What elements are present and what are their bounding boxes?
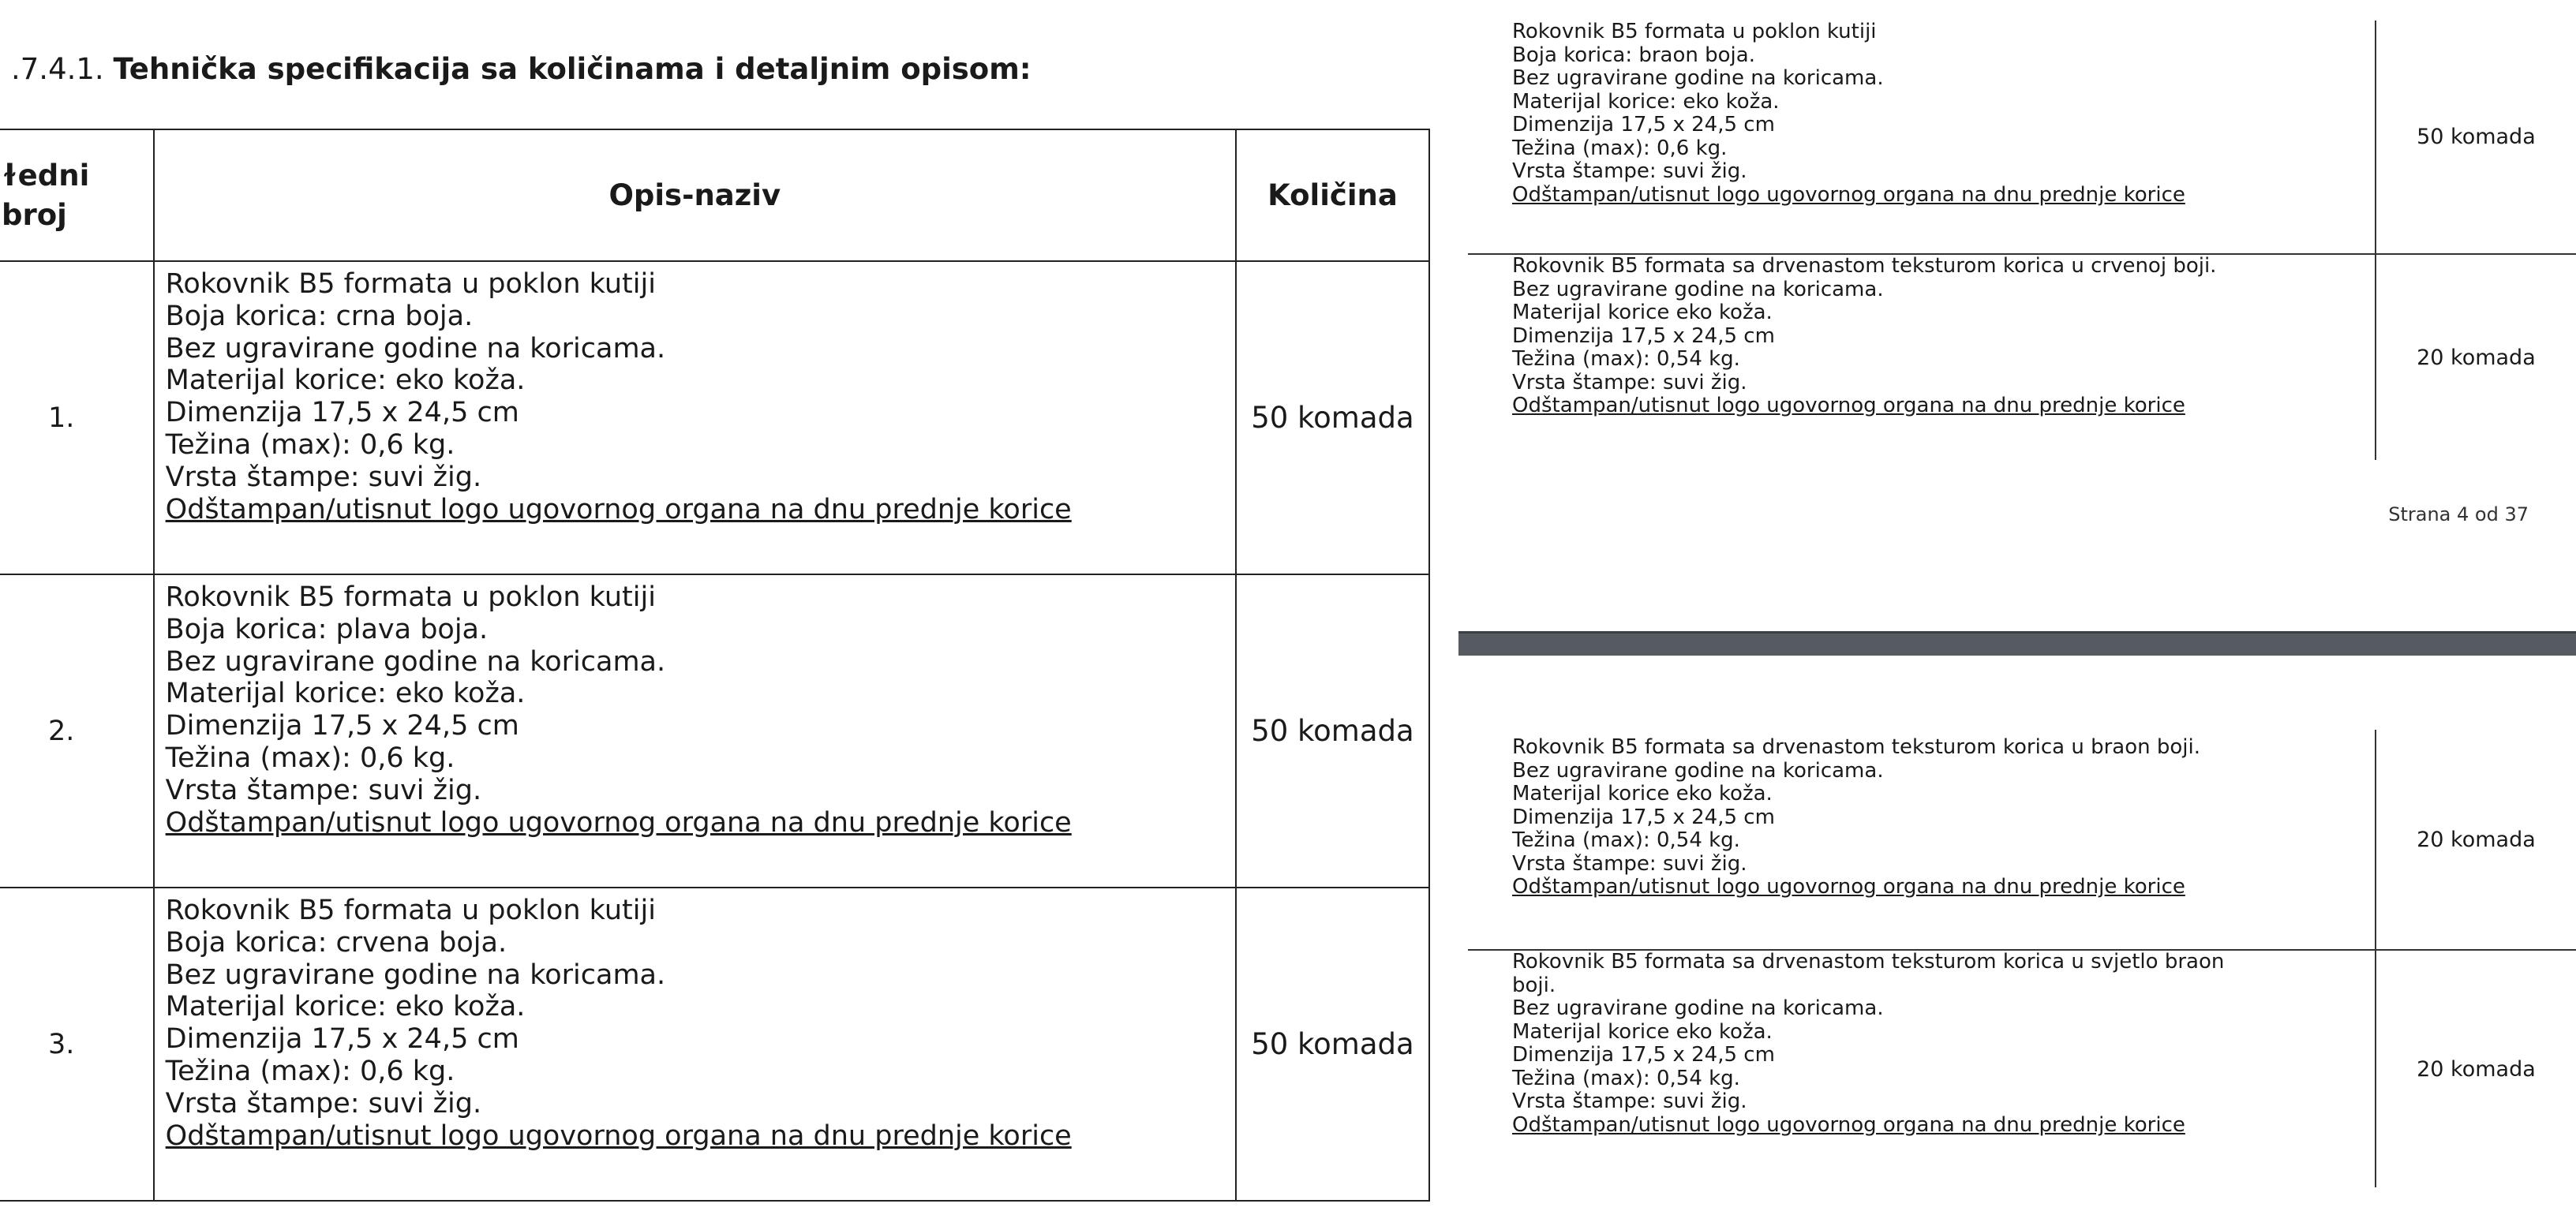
document-pages-panel: [1468, 0, 2576, 1226]
table-row: [0, 574, 1429, 888]
header-description: Opis-naziv: [154, 129, 1236, 261]
row-description: Rokovnik B5 formata sa drvenastom teksturom korica u svjetlo braon boji. Bez ugravirane godine na koricama. Materijal korice eko koža. Dimenzija 17,5 x 24,5 cm Težina (max): 0,54 kg. Vrsta štampe: suvi žig. Odštampan/utisnut logo ugovornog organa na dnu prednje korice: [1468, 950, 2376, 1187]
section-title: Tehnička specifikacija sa količinama i detaljnim opisom:: [113, 52, 1032, 86]
row-description: Rokovnik B5 formata u poklon kutiji Boja korica: crna boja. Bez ugravirane godine na koricama. Materijal korice: eko koža. Dimenzija 17,5 x 24,5 cm Težina (max): 0,6 kg. Vrsta štampe: suvi žig. Odštampan/utisnut logo ugovornog organa na dnu prednje korice: [154, 261, 1236, 574]
row-description: Rokovnik B5 formata sa drvenastom teksturom korica u braon boji. Bez ugravirane godine na koricama. Materijal korice eko koža. Dimenzija 17,5 x 24,5 cm Težina (max): 0,54 kg. Vrsta štampe: suvi žig. Odštampan/utisnut logo ugovornog organa na dnu prednje korice: [1468, 730, 2376, 950]
row-quantity: 50 komada: [1236, 261, 1429, 574]
row-quantity: 20 komada: [2376, 254, 2576, 460]
table-row: [1468, 254, 2576, 460]
header-quantity: Količina: [1236, 129, 1429, 261]
page-4-table-continuation: [1468, 21, 2576, 460]
specification-table: [0, 129, 1430, 1202]
row-quantity: 50 komada: [1236, 888, 1429, 1201]
row-quantity: 50 komada: [2417, 125, 2536, 149]
page-5-table-continuation: [1468, 730, 2576, 1187]
row-number: 2.: [0, 574, 154, 888]
row-description: Rokovnik B5 formata u poklon kutiji Boja korica: braon boja. Bez ugravirane godine na koricama. Materijal korice: eko koža. Dimenzija 17,5 x 24,5 cm Težina (max): 0,6 kg. Vrsta štampe: suvi žig. Odštampan/utisnut logo ugovornog organa na dnu prednje korice: [1468, 21, 2376, 254]
row-quantity: 20 komada: [2417, 827, 2536, 852]
page-divider-shadow: [1458, 634, 2576, 656]
row-description: Rokovnik B5 formata u poklon kutiji Boja korica: crvena boja. Bez ugravirane godine na koricama. Materijal korice: eko koža. Dimenzija 17,5 x 24,5 cm Težina (max): 0,6 kg. Vrsta štampe: suvi žig. Odštampan/utisnut logo ugovornog organa na dnu prednje korice: [154, 888, 1236, 1201]
row-description: Rokovnik B5 formata u poklon kutiji Boja korica: plava boja. Bez ugravirane godine na koricama. Materijal korice: eko koža. Dimenzija 17,5 x 24,5 cm Težina (max): 0,6 kg. Vrsta štampe: suvi žig. Odštampan/utisnut logo ugovornog organa na dnu prednje korice: [154, 574, 1236, 888]
row-number: 1.: [0, 261, 154, 574]
row-number: 3.: [0, 888, 154, 1201]
table-row: [0, 261, 1429, 574]
row-description: Rokovnik B5 formata sa drvenastom teksturom korica u crvenoj boji. Bez ugravirane godine na koricama. Materijal korice eko koža. Dimenzija 17,5 x 24,5 cm Težina (max): 0,54 kg. Vrsta štampe: suvi žig. Odštampan/utisnut logo ugovornog organa na dnu prednje korice: [1468, 254, 2376, 460]
section-number: .7.4.1.: [11, 52, 104, 86]
table-row: [1468, 21, 2576, 254]
section-heading: [11, 52, 1032, 86]
header-serial-number: ɫedni broj: [0, 129, 154, 261]
page-number: Strana 4 od 37: [2388, 503, 2529, 525]
table-row: [1468, 730, 2576, 950]
row-quantity: 50 komada: [1236, 574, 1429, 888]
table-header-row: [0, 129, 1429, 261]
table-row: [0, 888, 1429, 1201]
table-row: [1468, 950, 2576, 1187]
row-quantity: 20 komada: [2376, 950, 2576, 1187]
